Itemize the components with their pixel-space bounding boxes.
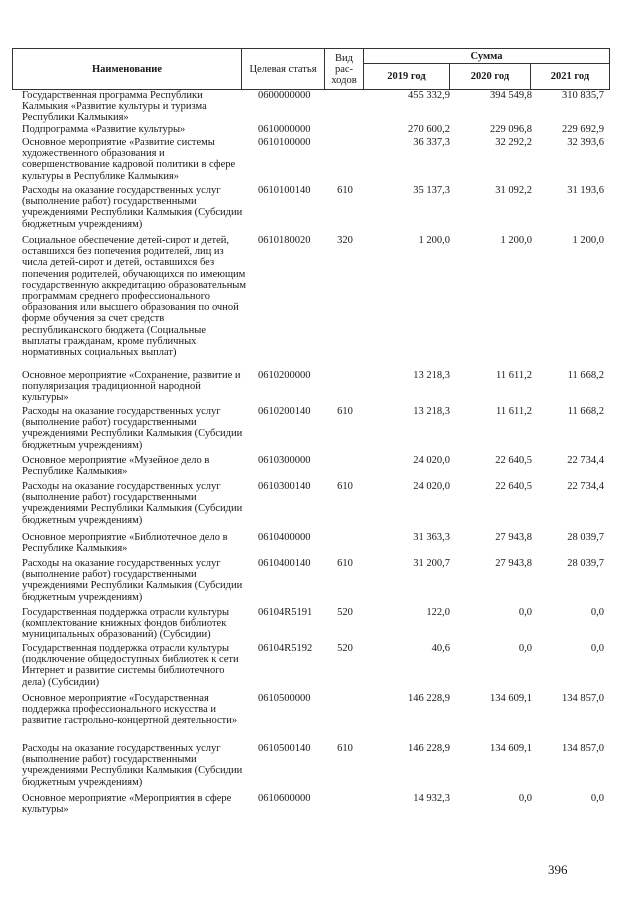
row-sum-2020: 0,0 — [518, 643, 532, 654]
row-name: Основное мероприятие «Государственная поддержка профессионального искусства и развитие гастрольно-концертной деятельности» — [22, 693, 238, 727]
row-name: Расходы на оказание государственных услуг (выполнение работ) государственными учреждениями Республики Калмыкия (Субсидии бюджетным учреждениям) — [22, 743, 243, 788]
row-sum-2021: 28 039,7 — [567, 532, 604, 543]
row-code: 0610500000 — [258, 693, 311, 704]
row-expense-type: 610 — [337, 743, 353, 754]
row-sum-2019: 14 932,3 — [413, 793, 450, 804]
row-sum-2021: 28 039,7 — [567, 558, 604, 569]
row-expense-type: 610 — [337, 558, 353, 569]
row-sum-2020: 0,0 — [518, 607, 532, 618]
row-code: 0610100000 — [258, 137, 311, 148]
row-code: 0610000000 — [258, 124, 311, 135]
row-name: Расходы на оказание государственных услуг (выполнение работ) государственными учреждениями Республики Калмыкия (Субсидии бюджетным учреждениям) — [22, 185, 243, 230]
row-code: 0610200140 — [258, 406, 311, 417]
row-expense-type: 610 — [337, 406, 353, 417]
row-sum-2021: 11 668,2 — [567, 370, 604, 381]
row-sum-2020: 31 092,2 — [495, 185, 532, 196]
row-code: 0600000000 — [258, 90, 311, 101]
row-name: Основное мероприятие «Развитие системы художественного образования и совершенствование кадровой политики в сфере культуры в Республике Калмыкия» — [22, 137, 236, 182]
header-2020: 2020 год — [449, 63, 531, 90]
row-sum-2019: 35 137,3 — [413, 185, 450, 196]
row-code: 0610500140 — [258, 743, 311, 754]
row-name: Расходы на оказание государственных услуг (выполнение работ) государственными учреждениями Республики Калмыкия (Субсидии бюджетным учреждениям) — [22, 481, 243, 526]
row-sum-2020: 27 943,8 — [495, 532, 532, 543]
row-sum-2020: 22 640,5 — [495, 455, 532, 466]
row-name: Расходы на оказание государственных услуг (выполнение работ) государственными учреждениями Республики Калмыкия (Субсидии бюджетным учреждениям) — [22, 558, 243, 603]
row-sum-2021: 0,0 — [590, 607, 604, 618]
row-sum-2021: 22 734,4 — [567, 455, 604, 466]
row-code: 0610300000 — [258, 455, 311, 466]
row-code: 0610180020 — [258, 235, 311, 246]
row-sum-2020: 134 609,1 — [490, 743, 532, 754]
header-code: Целевая статья — [241, 48, 325, 90]
row-sum-2021: 0,0 — [590, 643, 604, 654]
row-sum-2019: 36 337,3 — [413, 137, 450, 148]
row-sum-2021: 11 668,2 — [567, 406, 604, 417]
row-sum-2020: 32 292,2 — [495, 137, 532, 148]
row-sum-2019: 455 332,9 — [408, 90, 450, 101]
row-name: Социальное обеспечение детей-сирот и детей, оставшихся без попечения родителей, лиц из числа детей-сирот и детей, оставшихся без попечения родителей, обучающихся по имеющим государственную аккредитацию образовательным программам среднего профессионального образования или высшего образования по очной форме обучения за счет средств республиканского бюджета (Социальные выплаты гражданам, кроме публичных нормативных социальных выплат) — [22, 235, 247, 359]
row-sum-2020: 229 096,8 — [490, 124, 532, 135]
row-expense-type: 610 — [337, 481, 353, 492]
row-code: 06104R5191 — [258, 607, 313, 618]
row-name: Расходы на оказание государственных услуг (выполнение работ) государственными учреждениями Республики Калмыкия (Субсидии бюджетным учреждениям) — [22, 406, 243, 451]
row-sum-2020: 1 200,0 — [500, 235, 532, 246]
row-sum-2021: 1 200,0 — [572, 235, 604, 246]
row-code: 0610200000 — [258, 370, 311, 381]
row-sum-2019: 146 228,9 — [408, 743, 450, 754]
row-code: 0610300140 — [258, 481, 311, 492]
row-sum-2019: 40,6 — [431, 643, 450, 654]
row-sum-2019: 13 218,3 — [413, 406, 450, 417]
row-name: Государственная поддержка отрасли культуры (комплектование книжных фондов библиотек муниципальных образований) (Субсидии) — [22, 607, 230, 641]
header-2019: 2019 год — [363, 63, 450, 90]
row-name: Подпрограмма «Развитие культуры» — [22, 124, 186, 135]
row-sum-2021: 22 734,4 — [567, 481, 604, 492]
row-sum-2020: 11 611,2 — [496, 406, 532, 417]
row-sum-2020: 0,0 — [518, 793, 532, 804]
row-code: 0610100140 — [258, 185, 311, 196]
row-sum-2020: 394 549,8 — [490, 90, 532, 101]
row-name: Государственная программа Республики Калмыкия «Развитие культуры и туризма Республики Калмыкия» — [22, 90, 207, 124]
row-sum-2021: 134 857,0 — [562, 743, 604, 754]
row-name: Государственная поддержка отрасли культуры (подключение общедоступных библиотек к сети Интернет и развитие системы библиотечного дела) (Субсидии) — [22, 643, 239, 688]
row-name: Основное мероприятие «Музейное дело в Республике Калмыкия» — [22, 455, 210, 478]
row-sum-2019: 122,0 — [426, 607, 450, 618]
row-code: 06104R5192 — [258, 643, 313, 654]
row-sum-2019: 146 228,9 — [408, 693, 450, 704]
row-sum-2019: 270 600,2 — [408, 124, 450, 135]
row-sum-2019: 31 363,3 — [413, 532, 450, 543]
table-header — [12, 48, 610, 90]
row-sum-2021: 310 835,7 — [562, 90, 604, 101]
row-expense-type: 320 — [337, 235, 353, 246]
page-number: 396 — [548, 862, 568, 877]
row-sum-2021: 134 857,0 — [562, 693, 604, 704]
row-sum-2020: 27 943,8 — [495, 558, 532, 569]
row-sum-2020: 11 611,2 — [496, 370, 532, 381]
row-sum-2020: 22 640,5 — [495, 481, 532, 492]
row-sum-2019: 24 020,0 — [413, 481, 450, 492]
row-sum-2021: 229 692,9 — [562, 124, 604, 135]
row-sum-2021: 0,0 — [590, 793, 604, 804]
row-code: 0610400000 — [258, 532, 311, 543]
row-expense-type: 520 — [337, 643, 353, 654]
row-sum-2019: 24 020,0 — [413, 455, 450, 466]
row-name: Основное мероприятие «Библиотечное дело в Республике Калмыкия» — [22, 532, 228, 555]
row-expense-type: 520 — [337, 607, 353, 618]
row-sum-2019: 1 200,0 — [418, 235, 450, 246]
header-sum: Сумма — [363, 48, 610, 64]
header-2021: 2021 год — [530, 63, 610, 90]
row-sum-2019: 31 200,7 — [413, 558, 450, 569]
row-name: Основное мероприятие «Мероприятия в сфере культуры» — [22, 793, 232, 816]
row-expense-type: 610 — [337, 185, 353, 196]
row-sum-2019: 13 218,3 — [413, 370, 450, 381]
header-vid: Вид рас-ходов — [324, 48, 364, 90]
row-code: 0610600000 — [258, 793, 311, 804]
row-name: Основное мероприятие «Сохранение, развитие и популяризация традиционной народной культуры» — [22, 370, 241, 404]
row-sum-2021: 31 193,6 — [567, 185, 604, 196]
row-sum-2020: 134 609,1 — [490, 693, 532, 704]
row-sum-2021: 32 393,6 — [567, 137, 604, 148]
row-code: 0610400140 — [258, 558, 311, 569]
header-name: Наименование — [12, 48, 242, 90]
